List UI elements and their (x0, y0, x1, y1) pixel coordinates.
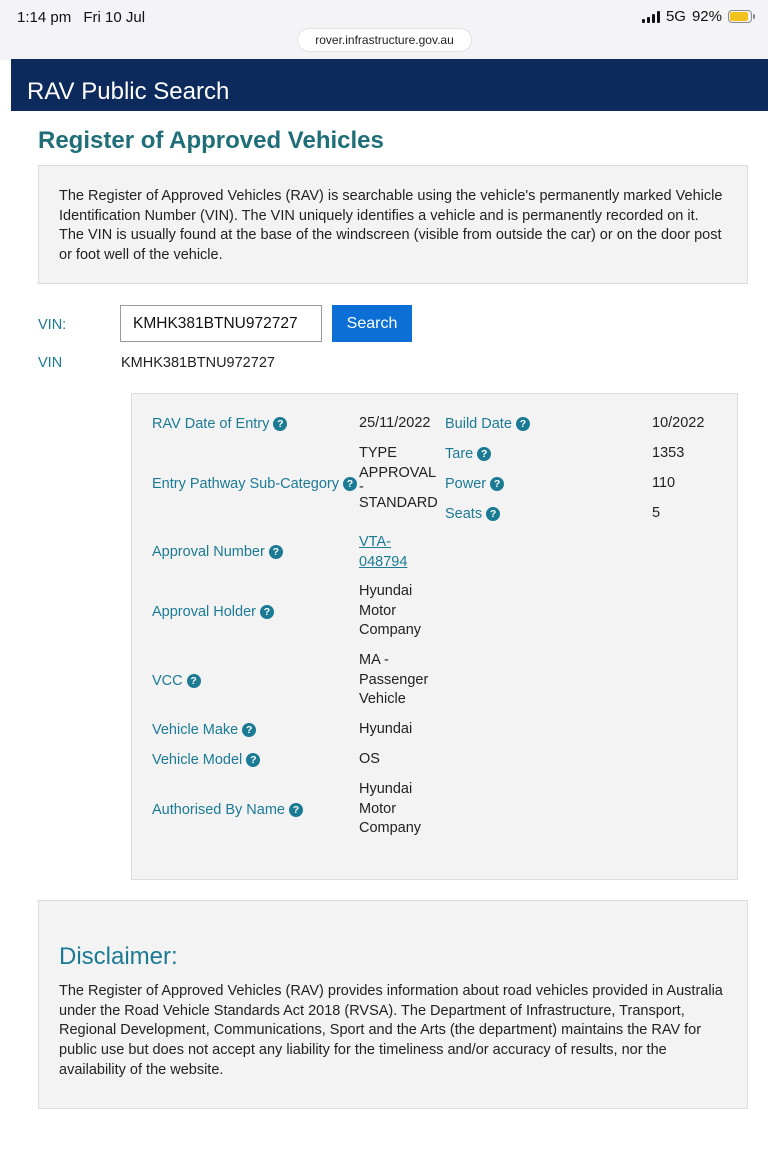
disclaimer-title: Disclaimer: (59, 943, 178, 970)
result-vin-label: VIN (38, 355, 63, 371)
disclaimer-text: The Register of Approved Vehicles (RAV) provides information about road vehicles provided in Australia under the Road Vehicle Standards Act 2018 (RVSA). The Department of Infrastructure, Transport, Regional Development, Communications, Sport and the Arts (the department) maintains the RAV for public use but does not accept any liability for the timeliness and/or accuracy of results, nor the availability of the website. (59, 983, 723, 1078)
help-icon[interactable]: ? (246, 753, 260, 767)
label-text: Tare (445, 446, 474, 462)
value-vcc (359, 651, 428, 710)
label-text: Vehicle Model (152, 752, 243, 768)
value-power: 110 (652, 475, 676, 491)
label-vehicle-make (152, 722, 256, 738)
label-text: Entry Pathway Sub-Category (152, 476, 339, 492)
url-text: rover.infrastructure.gov.au (315, 33, 454, 47)
help-icon[interactable]: ? (343, 477, 357, 491)
status-bar (0, 0, 768, 60)
help-icon[interactable]: ? (187, 674, 201, 688)
label-text: Authorised By Name (152, 802, 285, 818)
value-line: MA - (359, 652, 389, 668)
approval-number-link[interactable] (359, 533, 407, 572)
label-vehicle-model (152, 752, 260, 768)
label-text: Approval Number (152, 544, 265, 560)
label-text: RAV Date of Entry (152, 416, 270, 432)
vin-search-label: VIN: (38, 317, 67, 333)
help-icon[interactable]: ? (490, 477, 504, 491)
label-approval-number (152, 544, 283, 560)
value-build-date: 10/2022 (652, 415, 705, 431)
vin-search-input[interactable] (120, 305, 322, 342)
value-line: Passenger (359, 671, 429, 688)
battery-icon (728, 10, 752, 23)
page-title: Register of Approved Vehicles (38, 127, 384, 154)
result-vin-value: KMHK381BTNU972727 (121, 355, 275, 371)
label-text: Power (445, 476, 487, 492)
banner-title: RAV Public Search (27, 78, 230, 105)
status-time: 1:14 pm (17, 9, 72, 26)
vehicle-details-panel (131, 393, 738, 880)
label-vcc (152, 673, 201, 689)
value-line: Hyundai (359, 781, 413, 797)
value-line: - (359, 479, 364, 496)
label-seats (445, 506, 500, 522)
signal-icon (642, 11, 660, 23)
help-icon[interactable]: ? (516, 417, 530, 431)
label-rav-date-of-entry (152, 416, 287, 432)
status-date: Fri 10 Jul (83, 9, 146, 26)
value-line: Motor (359, 800, 397, 817)
value-line: VTA- (359, 534, 391, 550)
value-line: Company (359, 820, 422, 837)
value-line: Company (359, 622, 422, 639)
value-line: STANDARD (359, 495, 438, 512)
value-vehicle-make: Hyundai (359, 721, 413, 737)
value-line: 048794 (359, 553, 408, 570)
value-rav-date-of-entry: 25/11/2022 (359, 415, 431, 431)
help-icon[interactable]: ? (269, 545, 283, 559)
help-icon[interactable]: ? (260, 605, 274, 619)
site-banner (11, 59, 768, 111)
status-right (642, 8, 752, 25)
value-approval-holder (359, 582, 421, 641)
help-icon[interactable]: ? (242, 723, 256, 737)
label-text: VCC (152, 673, 183, 689)
battery-percent: 92% (691, 8, 722, 25)
label-entry-pathway (152, 476, 357, 492)
label-text: Vehicle Make (152, 722, 239, 738)
disclaimer-panel (38, 900, 748, 1109)
help-icon[interactable]: ? (273, 417, 287, 431)
url-bar[interactable] (298, 29, 471, 51)
value-line: APPROVAL (359, 464, 437, 481)
label-power (445, 476, 504, 492)
intro-panel (38, 165, 748, 284)
help-icon[interactable]: ? (477, 447, 491, 461)
label-text: Approval Holder (152, 604, 256, 620)
value-seats: 5 (652, 505, 661, 521)
intro-text: The Register of Approved Vehicles (RAV) is searchable using the vehicle's permanently marked Vehicle Identification Number (VIN). The VIN uniquely identifies a vehicle and is permanently recorded on it. The VIN is usually found at the base of the windscreen (visible from outside the car) or on the door post or foot well of the vehicle. (59, 188, 723, 264)
value-authorised-by-name (359, 780, 421, 839)
help-icon[interactable]: ? (289, 803, 303, 817)
help-icon[interactable]: ? (486, 507, 500, 521)
value-line: Vehicle (359, 691, 406, 708)
label-tare (445, 446, 491, 462)
label-build-date (445, 416, 530, 432)
value-entry-pathway (359, 444, 439, 514)
value-line: TYPE (359, 445, 397, 461)
label-text: Build Date (445, 416, 512, 432)
value-line: Motor (359, 602, 397, 619)
value-line: Hyundai (359, 583, 413, 599)
value-tare: 1353 (652, 445, 685, 461)
label-approval-holder (152, 604, 274, 620)
status-time-date (17, 9, 145, 26)
label-text: Seats (445, 506, 483, 522)
value-vehicle-model: OS (359, 751, 380, 767)
network-label: 5G (665, 8, 686, 25)
search-button[interactable]: Search (332, 305, 412, 342)
label-authorised-by-name (152, 802, 303, 818)
